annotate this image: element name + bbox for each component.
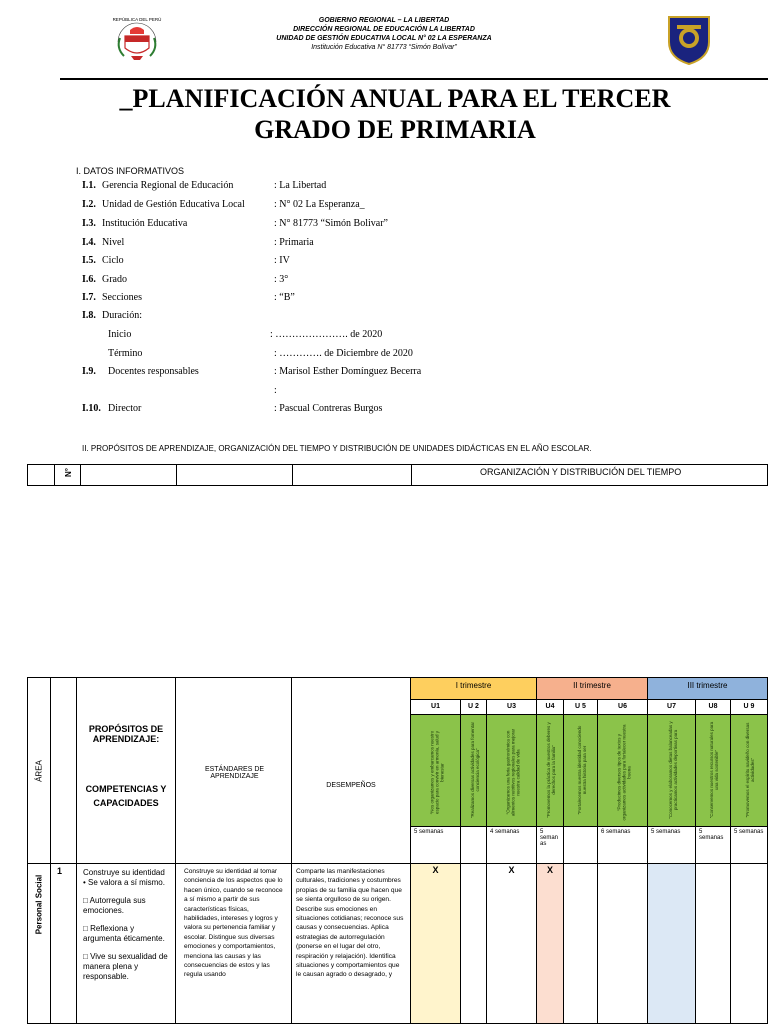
area-name: Personal Social xyxy=(34,874,44,935)
datos-row-label: Secciones xyxy=(102,292,142,303)
estandares-label: ESTÁNDARES DE APRENDIZAJE xyxy=(204,766,265,780)
unit-title-cell xyxy=(695,714,731,827)
page-title-line-2: GRADO DE PRIMARIA xyxy=(254,115,536,144)
row-num-cell xyxy=(50,863,77,1024)
datos-row-num: I.8. xyxy=(82,310,96,321)
propositos-header-cell xyxy=(76,677,176,864)
unit-label: U8 xyxy=(695,699,731,715)
header-divider xyxy=(60,78,768,80)
unit-label: U7 xyxy=(647,699,696,715)
unit-duration xyxy=(460,826,487,864)
unit-title-text: “Producimos diversos tipos de textos y organizamos actividades para fortalecer nuestra buena xyxy=(616,724,631,821)
unit-mark-cell xyxy=(647,863,696,1024)
area-header-cell xyxy=(27,677,51,864)
datos-row-label: Gerencia Regional de Educación xyxy=(102,180,234,191)
unit-title-text: “Nos organizamos y embarcamos nuestro espacio para convivir en armonía, salud y bienestar xyxy=(429,730,444,815)
unit-title-cell xyxy=(486,714,537,827)
peru-coat-of-arms-icon xyxy=(110,12,164,66)
unit-title-cell xyxy=(647,714,696,827)
director-num: I.10. xyxy=(82,403,101,414)
unit-title-text: “Fortalecemos nuestra identidad conociendo nuestra historia para ser xyxy=(576,725,587,815)
unit-x-mark: X xyxy=(547,865,554,875)
datos-row-label: Grado xyxy=(102,274,127,285)
datos-row-label: Nivel xyxy=(102,237,125,248)
datos-row-num: I.5. xyxy=(82,255,96,266)
org-label: ORGANIZACIÓN Y DISTRIBUCIÓN DEL TIEMPO xyxy=(480,467,682,477)
trimester-header: II trimestre xyxy=(536,677,648,700)
unit-title-text: “Promovemos la práctica de nuestros deberes y derechos para la familia” xyxy=(546,722,556,818)
datos-row-num: I.4. xyxy=(82,237,96,248)
page-title-line-1: _PLANIFICACIÓN ANUAL PARA EL TERCER xyxy=(119,84,671,113)
competencias-label: COMPETENCIAS Y CAPACIDADES xyxy=(85,784,167,808)
capacidad-4: □ Vive su sexualidad de manera plena y responsable. xyxy=(83,952,168,981)
datos-row-num: I.6. xyxy=(82,274,96,285)
unit-title-cell xyxy=(536,714,564,827)
unit-title-text: “Conocemos y elaboramos dietas balanceadas y practicamos actividades deportivas para xyxy=(667,721,678,819)
unit-title-cell xyxy=(410,714,461,827)
row-num: 1 xyxy=(57,866,63,876)
estandar-cell xyxy=(175,863,292,1024)
unit-title-text: “Realizamos diversas actividades para fomentar conciencia ecológica” xyxy=(469,721,480,819)
datos-row-num: I.7. xyxy=(82,292,96,303)
desempeno-cell xyxy=(291,863,411,1024)
unit-mark-cell xyxy=(597,863,648,1024)
num-label: N° xyxy=(63,468,73,477)
header-line-2: DIRECCIÓN REGIONAL DE EDUCACIÓN LA LIBERTAD xyxy=(293,26,475,33)
unit-title-text: “Promovemos el espíritu navideño con diversas actividades” xyxy=(745,722,755,818)
unit-x-mark: X xyxy=(508,865,515,875)
desempeno-text: Comparte las manifestaciones culturales, tradiciones y costumbres propias de su familia que hacen que se sienta orgulloso de su origen. Describe sus emociones en situaciones cotidianas; reconoce sus causas y consecuencias. Aplica estrategias de autorregulación (ponerse en el lugar del otro, respiración y relajación). Identifica situaciones y comportamientos que le causan agrado o desagrado, y xyxy=(296,868,404,979)
unit-label: U6 xyxy=(597,699,648,715)
header-line-1: GOBIERNO REGIONAL – LA LIBERTAD xyxy=(318,17,450,24)
unit-duration: 5 semanas xyxy=(410,826,461,864)
docentes-label: Docentes responsables xyxy=(108,366,199,377)
header-line-3: UNIDAD DE GESTIÓN EDUCATIVA LOCAL N° 02 LA ESPERANZA xyxy=(276,35,492,42)
unit-mark-cell xyxy=(410,863,461,1024)
docentes-value-2: : xyxy=(274,385,277,396)
unit-mark-cell xyxy=(730,863,768,1024)
datos-row-label: Ciclo xyxy=(102,255,124,266)
competencia-title: Construye su identidad xyxy=(83,868,165,877)
termino-value: : …………. de Diciembre de 2020 xyxy=(274,348,413,359)
unit-label: U4 xyxy=(536,699,564,715)
estandar-text: Construye su identidad al tomar conciencia de los aspectos que lo hacen único, cuando se reconoce a sí mismo a partir de sus características físicas, habilidades, intereses y logros y valora su pertenencia familiar y escolar. Distingue sus diversas emociones y comportamientos, menciona las causas y las consecuencias de estos y las regula usando xyxy=(184,868,283,979)
unit-mark-cell xyxy=(536,863,564,1024)
section2-heading: II. PROPÓSITOS DE APRENDIZAJE, ORGANIZACIÓN DEL TIEMPO Y DISTRIBUCIÓN DE UNIDADES DIDÁCTICAS EN EL AÑO ESCOLAR. xyxy=(82,444,592,453)
unit-mark-cell xyxy=(695,863,731,1024)
unit-mark-cell xyxy=(486,863,537,1024)
datos-row-num: I.1. xyxy=(82,180,96,191)
datos-row-value: : “B” xyxy=(274,292,295,303)
competencia-cell xyxy=(76,863,176,1024)
inicio-label: Inicio xyxy=(108,329,132,340)
datos-row-label: Institución Educativa xyxy=(102,218,188,229)
capacidad-3: □ Reflexiona y argumenta éticamente. xyxy=(83,924,165,943)
datos-row-num: I.3. xyxy=(82,218,96,229)
unit-duration: 5 seman as xyxy=(536,826,564,864)
propositos-label: PROPÓSITOS DE APRENDIZAJE: xyxy=(88,724,164,744)
desempenos-label: DESEMPEÑOS xyxy=(326,782,376,789)
unit-duration: 5 semanas xyxy=(647,826,696,864)
docentes-num: I.9. xyxy=(82,366,96,377)
director-value: : Pascual Contreras Burgos xyxy=(274,403,383,414)
unit-duration xyxy=(563,826,598,864)
termino-label: Término xyxy=(108,348,143,359)
datos-heading: I. DATOS INFORMATIVOS xyxy=(76,166,185,176)
capacidad-1: • Se valora a sí mismo. xyxy=(83,878,165,887)
datos-row-num: I.2. xyxy=(82,199,96,210)
unit-title-text: “Conservemos nuestros recursos naturales para una vida sostenible” xyxy=(709,721,719,819)
unit-title-cell xyxy=(563,714,598,827)
area-header-label: ÁREA xyxy=(34,759,44,782)
section2-table-header xyxy=(27,464,768,486)
unit-x-mark: X xyxy=(432,865,439,875)
trimester-header: III trimestre xyxy=(647,677,768,700)
unit-label: U 2 xyxy=(460,699,487,715)
datos-row-label: Unidad de Gestión Educativa Local xyxy=(102,199,245,210)
datos-row-value: : N° 81773 “Simón Bolivar” xyxy=(274,218,388,229)
docentes-value: : Marisol Esther Domínguez Becerra xyxy=(274,366,422,377)
unit-mark-cell xyxy=(563,863,598,1024)
trimester-header: I trimestre xyxy=(410,677,537,700)
unit-title-cell xyxy=(460,714,487,827)
unit-title-cell xyxy=(730,714,768,827)
datos-row-value: : IV xyxy=(274,255,290,266)
datos-row-value: : N° 02 La Esperanza_ xyxy=(274,199,365,210)
area-cell xyxy=(27,863,51,1024)
unit-title-cell xyxy=(597,714,648,827)
main-planning-table xyxy=(27,677,768,1024)
estandares-header-cell xyxy=(175,677,292,864)
num-header-cell xyxy=(50,677,77,864)
unit-label: U1 xyxy=(410,699,461,715)
datos-row-value: : Primaria xyxy=(274,237,314,248)
svg-text:REPÚBLICA DEL PERÚ: REPÚBLICA DEL PERÚ xyxy=(112,17,162,22)
unit-mark-cell xyxy=(460,863,487,1024)
desempenos-header-cell xyxy=(291,677,411,864)
unit-label: U3 xyxy=(486,699,537,715)
unit-duration: 6 semanas xyxy=(597,826,648,864)
police-badge-icon xyxy=(664,12,714,66)
unit-duration: 4 semanas xyxy=(486,826,537,864)
unit-title-text: “Organizamos una feria gastronómica con alimentos nutritivos regionales para mejorar nuestra calidad de vida xyxy=(505,728,520,817)
unit-duration: 5 semanas xyxy=(730,826,768,864)
header-line-4: Institución Educativa N° 81773 “Simón Bolívar” xyxy=(311,44,457,51)
datos-row-value: : 3° xyxy=(274,274,289,285)
datos-row-label: Duración: xyxy=(102,310,142,321)
capacidad-2: □ Autorregula sus emociones. xyxy=(83,896,146,915)
unit-label: U 5 xyxy=(563,699,598,715)
director-label: Director xyxy=(108,403,142,414)
datos-row-value: : La Libertad xyxy=(274,180,327,191)
unit-label: U 9 xyxy=(730,699,768,715)
inicio-value: : …………………. de 2020 xyxy=(270,329,383,340)
unit-duration: 5 semanas xyxy=(695,826,731,864)
